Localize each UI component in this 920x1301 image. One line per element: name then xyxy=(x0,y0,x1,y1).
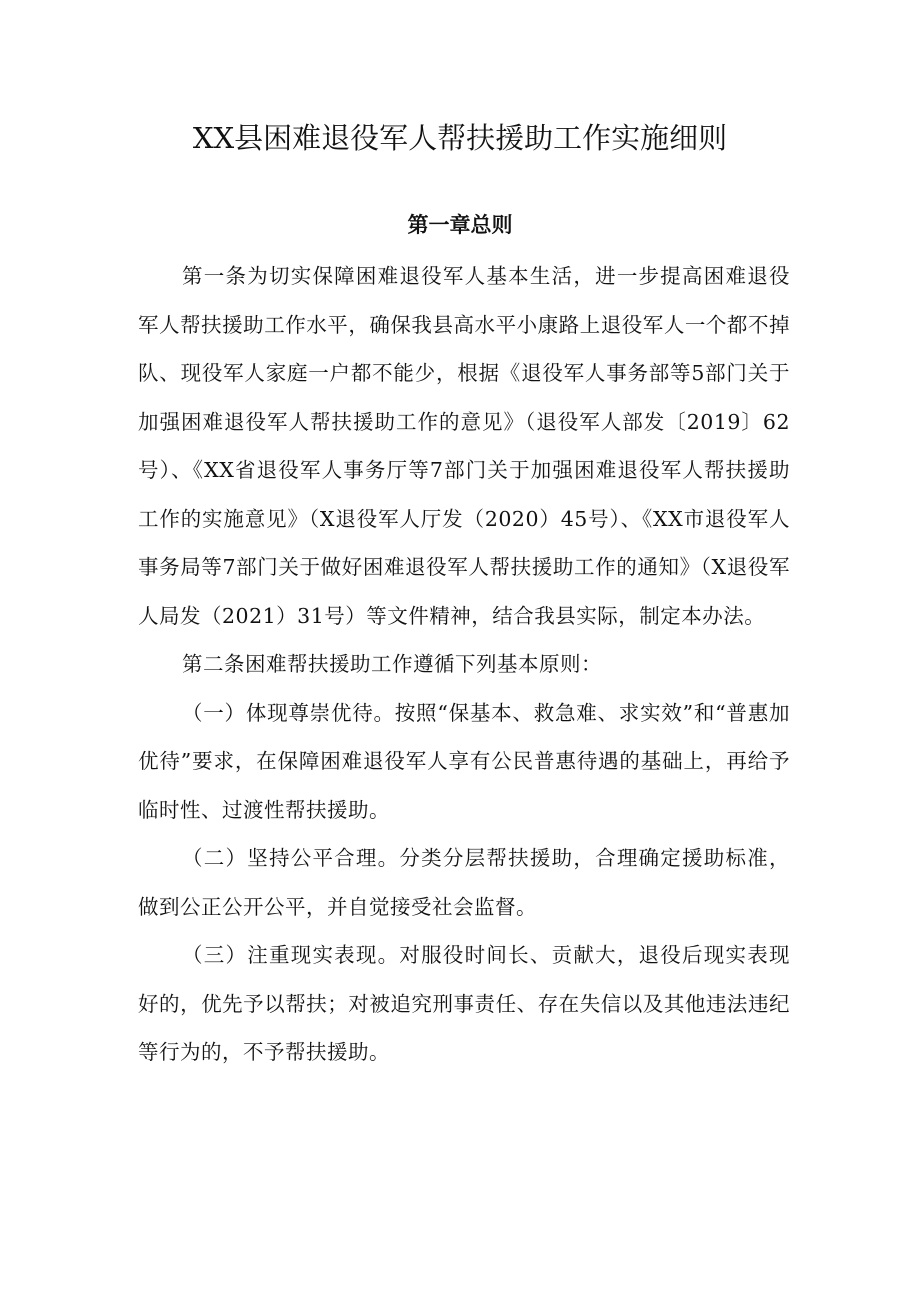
chapter-heading: 第一章总则 xyxy=(407,213,513,237)
paragraph-principle-2: （二）坚持公平合理。分类分层帮扶援助，合理确定援助标准，做到公正公开公平，并自觉接受社会监督。 xyxy=(138,846,790,919)
document-title: XX县困难退役军人帮扶援助工作实施细则 xyxy=(192,121,728,155)
paragraph-article-2: 第二条困难帮扶援助工作遵循下列基本原则： xyxy=(182,652,602,676)
document-body xyxy=(138,252,790,1077)
paragraph-principle-1: （一）体现尊崇优待。按照“保基本、救急难、求实效”和“普惠加优待”要求，在保障困难退役军人享有公民普惠待遇的基础上，再给予临时性、过渡性帮扶援助。 xyxy=(138,700,790,822)
paragraph-principle-3: （三）注重现实表现。对服役时间长、贡献大，退役后现实表现好的，优先予以帮扶；对被追究刑事责任、存在失信以及其他违法违纪等行为的，不予帮扶援助。 xyxy=(138,943,790,1064)
paragraph-article-1: 第一条为切实保障困难退役军人基本生活，进一步提高困难退役军人帮扶援助工作水平，确保我县高水平小康路上退役军人一个都不掉队、现役军人家庭一户都不能少，根据《退役军人事务部等5部门关于加强困难退役军人帮扶援助工作的意见》（退役军人部发〔2019〕62号）、《XX省退役军人事务厅等7部门关于加强困难退役军人帮扶援助工作的实施意见》（X退役军人厅发（2020）45号）、《XX市退役军人事务局等7部门关于做好困难退役军人帮扶援助工作的通知》（X退役军人局发（2021）31号）等文件精神，结合我县实际，制定本办法。 xyxy=(138,264,790,628)
